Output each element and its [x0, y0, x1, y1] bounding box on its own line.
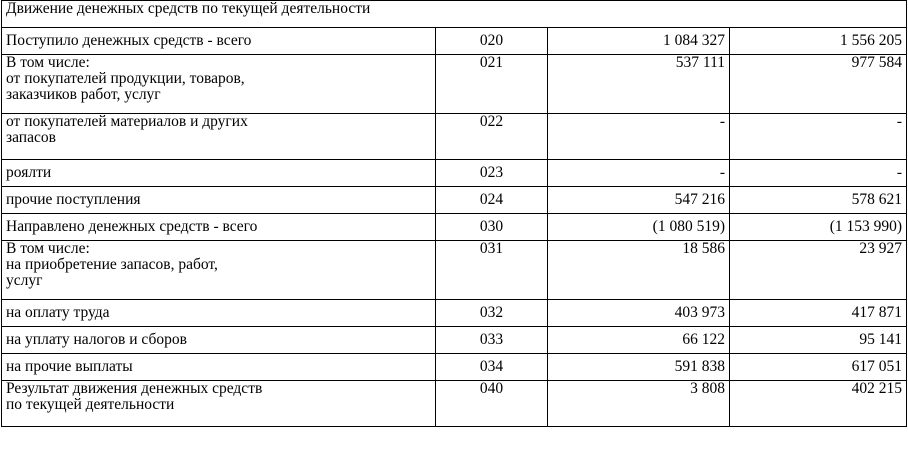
row-code: 030 — [436, 214, 548, 241]
row-code: 032 — [436, 300, 548, 327]
table-row — [2, 55, 907, 114]
row-name: роялти — [2, 160, 436, 187]
row-name: на прочие выплаты — [2, 354, 436, 381]
row-previous: 977 584 — [730, 55, 907, 114]
table-row — [2, 300, 907, 327]
row-name: на оплату труда — [2, 300, 436, 327]
row-code: 023 — [436, 160, 548, 187]
section-header-row — [2, 1, 907, 28]
row-previous: 95 141 — [730, 327, 907, 354]
table-row — [2, 214, 907, 241]
row-name: на уплату налогов и сборов — [2, 327, 436, 354]
row-current: (1 080 519) — [548, 214, 730, 241]
row-name: Результат движения денежных средств по текущей деятельности — [2, 381, 436, 427]
row-current: 3 808 — [548, 381, 730, 427]
row-name: Поступило денежных средств - всего — [2, 28, 436, 55]
table-row — [2, 114, 907, 160]
row-previous: 23 927 — [730, 241, 907, 300]
row-current: 1 084 327 — [548, 28, 730, 55]
row-current: 403 973 — [548, 300, 730, 327]
row-code: 034 — [436, 354, 548, 381]
row-code: 024 — [436, 187, 548, 214]
row-current: - — [548, 114, 730, 160]
row-previous: 1 556 205 — [730, 28, 907, 55]
row-current: 66 122 — [548, 327, 730, 354]
row-code: 022 — [436, 114, 548, 160]
row-previous: 617 051 — [730, 354, 907, 381]
table-row — [2, 160, 907, 187]
row-name: Направлено денежных средств - всего — [2, 214, 436, 241]
row-code: 033 — [436, 327, 548, 354]
table-row — [2, 241, 907, 300]
table-row — [2, 354, 907, 381]
row-current: - — [548, 160, 730, 187]
row-previous: 417 871 — [730, 300, 907, 327]
table-row — [2, 327, 907, 354]
row-name: В том числе: от покупателей продукции, товаров, заказчиков работ, услуг — [2, 55, 436, 114]
row-previous: 578 621 — [730, 187, 907, 214]
table-row — [2, 381, 907, 427]
row-previous: - — [730, 160, 907, 187]
row-code: 040 — [436, 381, 548, 427]
row-name: В том числе: на приобретение запасов, работ, услуг — [2, 241, 436, 300]
table-row — [2, 187, 907, 214]
row-previous: - — [730, 114, 907, 160]
row-current: 18 586 — [548, 241, 730, 300]
table-row — [2, 28, 907, 55]
row-name: от покупателей материалов и других запасов — [2, 114, 436, 160]
row-previous: (1 153 990) — [730, 214, 907, 241]
row-current: 591 838 — [548, 354, 730, 381]
row-name: прочие поступления — [2, 187, 436, 214]
section-title: Движение денежных средств по текущей деятельности — [2, 1, 907, 28]
row-current: 537 111 — [548, 55, 730, 114]
row-code: 021 — [436, 55, 548, 114]
cash-flow-table — [1, 0, 907, 427]
row-current: 547 216 — [548, 187, 730, 214]
row-code: 031 — [436, 241, 548, 300]
row-previous: 402 215 — [730, 381, 907, 427]
row-code: 020 — [436, 28, 548, 55]
